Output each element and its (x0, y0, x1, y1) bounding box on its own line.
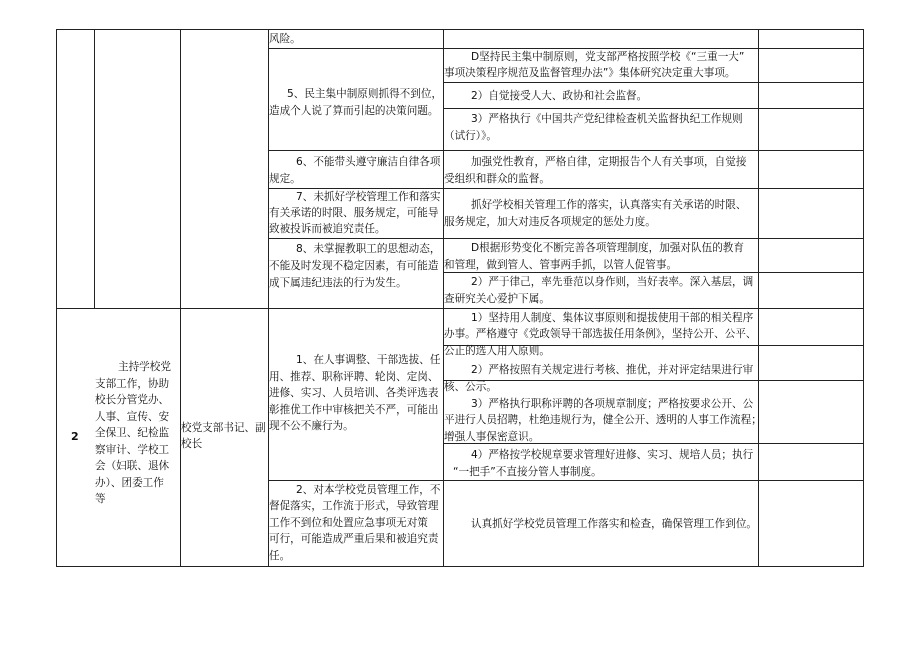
risk-text: 彰推优工作中审核把关不严，可能出 (269, 404, 439, 416)
measure-text: 3）严格执行职称评聘的各项规章制度；严格按要求公开、公 (471, 398, 754, 410)
grid-line (268, 238, 864, 239)
measure-text: 受组织和群众的监督。 (444, 173, 550, 185)
measure-text: “一把手”不直接分管人事制度。 (453, 466, 602, 478)
risk-text: 有关承诺的时限、服务规定，可能导 (269, 207, 439, 219)
measure-text: 3）严格执行《中国共产党纪律检查机关监督执纪工作规则 (471, 113, 743, 125)
grid-line (443, 82, 864, 83)
measure-text: 加强党性教育，严格自律，定期报告个人有关事项，自觉接 (471, 156, 747, 168)
measure-text: 平进行人员招聘，杜绝违规行为，健全公开、透明的人事工作流程； (444, 414, 762, 426)
risk-text: 督促落实，工作流于形式，导致管理 (269, 500, 439, 512)
risk-text: 6、不能带头遵守廉洁自律各项 (296, 156, 441, 168)
risk-text: 任。 (269, 550, 291, 562)
grid-line (94, 29, 95, 308)
risk-text: 现不公不廉行为。 (269, 420, 354, 432)
risk-text: 7、未抓好学校管理工作和落实 (296, 191, 441, 203)
risk-text: 2、对本学校党员管理工作，不 (296, 484, 441, 496)
risk-text: 致被投诉而被追究责任。 (269, 223, 386, 235)
measure-text: 查研究关心爱护下属。 (444, 293, 550, 305)
risk-text: 规定。 (269, 173, 301, 185)
measure-text: 2）严于律己，率先垂范以身作则，当好表率。深入基层，调 (471, 276, 754, 288)
measure-text: （试行）》。 (444, 130, 497, 142)
duty-text: 校长分管党办、 (95, 394, 170, 406)
risk-text: 8、未掌握教职工的思想动态， (296, 243, 441, 255)
duty-text: 等 (95, 493, 106, 505)
grid-line (56, 29, 57, 566)
duty-text: 全保卫、纪检监 (95, 427, 170, 439)
grid-line (56, 308, 864, 309)
risk-text: 造成个人说了算而引起的决策问题。 (269, 105, 439, 117)
measure-text: 抓好学校相关管理工作的落实，认真落实有关承诺的时限、 (471, 199, 747, 211)
position-text: 校长 (181, 438, 203, 450)
risk-text: 1、在人事调整、干部选拔、任 (296, 354, 441, 366)
grid-line (758, 29, 759, 566)
risk-text: 成下属违纪违法的行为发生。 (269, 277, 407, 289)
risk-text: 风险。 (269, 33, 301, 45)
duty-text: 人事、宣传、安 (95, 411, 170, 423)
measure-text: D坚持民主集中制原则，党支部严格按照学校《“三重一大” (471, 51, 745, 63)
grid-line (443, 380, 864, 381)
measure-text: 办事。严格遵守《党政领导干部选拔任用条例》，坚持公开、公平、 (444, 328, 757, 340)
measure-text: 事项决策程序规范及监督管理办法”》集体研究决定重大事项。 (444, 67, 736, 79)
measure-text: 和管理，做到管人、管事两手抓，以管人促管事。 (444, 259, 678, 271)
measure-text: D根据形势变化不断完善各项管理制度，加强对队伍的教育 (471, 242, 744, 254)
measure-text: 1）坚持用人制度、集体议事原则和提拔使用干部的相关程序 (471, 312, 754, 324)
row-number: 2 (71, 430, 79, 443)
risk-text: 5、民主集中制原则抓得不到位， (287, 88, 443, 100)
risk-text: 进修、实习、人员培训、各类评选表 (269, 387, 439, 399)
duty-text: 主持学校党 (118, 361, 171, 373)
risk-text: 工作不到位和处置应急事项无对策 (269, 517, 428, 529)
duty-text: 察审计、学校工 (95, 444, 170, 456)
risk-text: 可行，可能造成严重后果和被追究责 (269, 533, 439, 545)
risk-text: 不能及时发现不稳定因素，有可能造 (269, 260, 439, 272)
position-text: 校党支部书记、副 (181, 422, 266, 434)
grid-line (268, 150, 864, 151)
measure-text: 核、公示。 (444, 381, 497, 393)
grid-line (863, 29, 864, 566)
measure-text: 4）严格按学校规章要求管理好进修、实习、规培人员；执行 (471, 449, 754, 461)
measure-text: 2）自觉接受人大、政协和社会监督。 (471, 90, 648, 102)
duty-text: 会（妇联、退休 (95, 460, 170, 472)
measure-text: 公正的选人用人原则。 (444, 345, 550, 357)
grid-line (56, 29, 864, 30)
measure-text: 2）严格按照有关规定进行考核、推优，并对评定结果进行审 (471, 364, 754, 376)
duty-text: 支部工作，协助 (95, 378, 170, 390)
measure-text: 服务规定，加大对违反各项规定的惩处力度。 (444, 216, 656, 228)
measure-text: 增强人事保密意识。 (444, 431, 540, 443)
measure-text: 认真抓好学校党员管理工作落实和检查，确保管理工作到位。 (471, 518, 758, 530)
grid-line (443, 108, 864, 109)
risk-text: 用、推荐、职称评聘、轮岗、定岗、 (269, 371, 439, 383)
grid-line (56, 566, 864, 567)
duty-text: 办）、团委工作 (95, 477, 164, 489)
grid-line (180, 29, 181, 566)
